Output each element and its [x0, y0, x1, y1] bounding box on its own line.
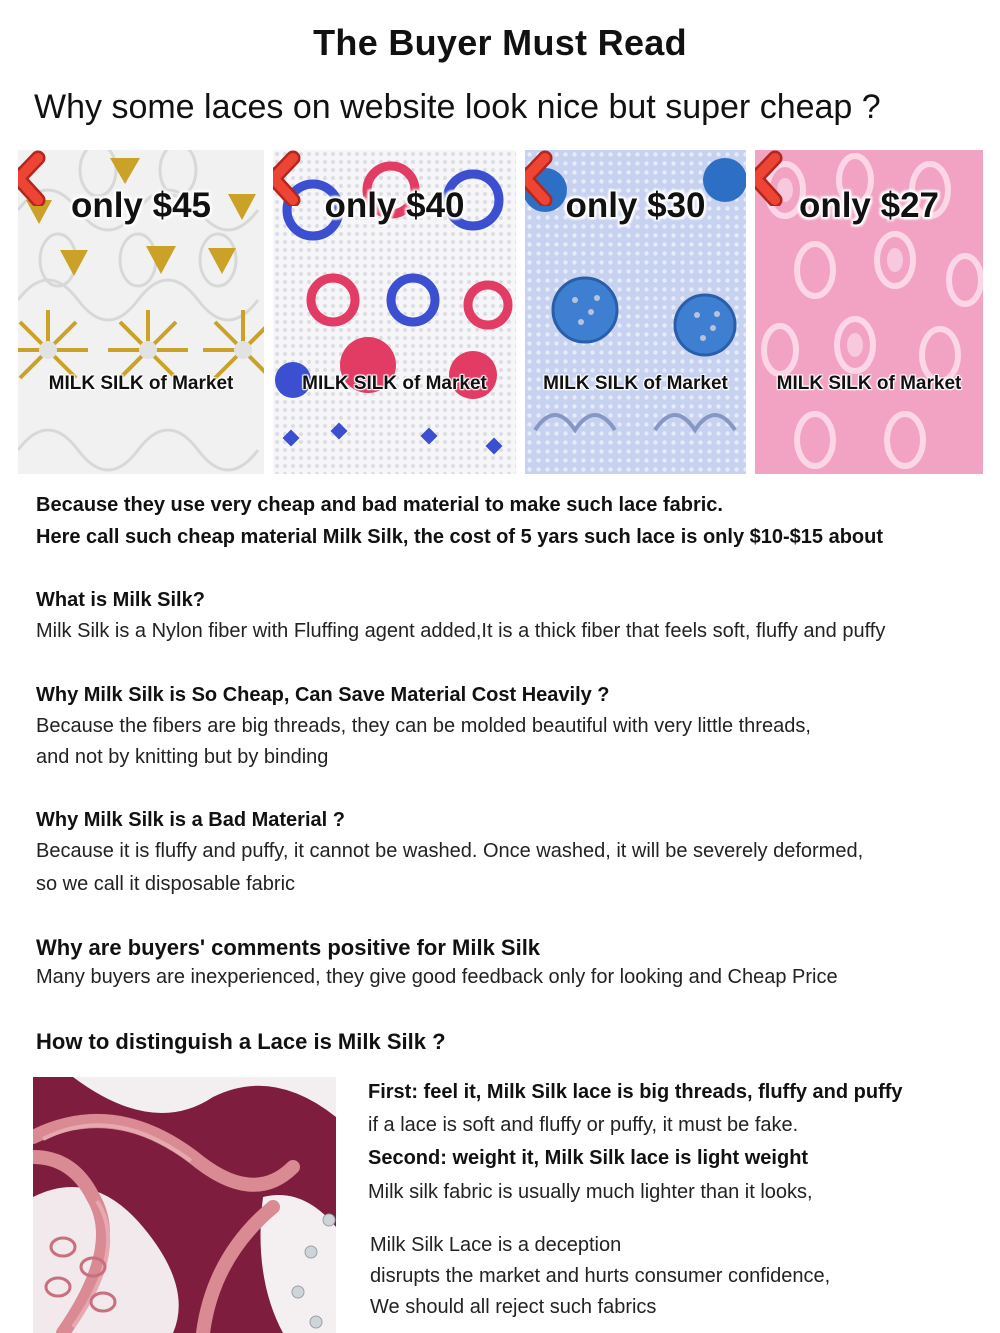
second-step-heading: Second: weight it, Milk Silk lace is light weight: [368, 1147, 809, 1169]
lace-swatch-1: [18, 150, 264, 474]
section-heading-buyer-comments: Why are buyers' comments positive for Milk Silk: [36, 935, 541, 960]
price-label: only $27: [798, 186, 940, 225]
x-mark-icon: [755, 150, 783, 206]
section-heading-bad-material: Why Milk Silk is a Bad Material ?: [36, 809, 345, 831]
milk-silk-label: MILK SILK of Market: [776, 373, 962, 394]
lace-swatch-2: [273, 150, 516, 474]
first-step-text: if a lace is soft and fluffy or puffy, it must be fake.: [368, 1114, 799, 1136]
lace-swatch-4: [755, 150, 983, 474]
x-mark-icon: [18, 150, 46, 206]
milk-silk-label: MILK SILK of Market: [543, 373, 728, 394]
intro-line-2: Here call such cheap material Milk Silk, the cost of 5 yars such lace is only $10-$15 about: [36, 526, 884, 548]
price-label: only $40: [324, 186, 465, 225]
section-text: so we call it disposable fabric: [36, 873, 296, 895]
lace-closeup-image: [33, 1077, 336, 1333]
second-step-text: Milk silk fabric is usually much lighter than it looks,: [368, 1181, 813, 1203]
section-heading-what-is: What is Milk Silk?: [36, 589, 205, 611]
section-heading-why-cheap: Why Milk Silk is So Cheap, Can Save Material Cost Heavily ?: [36, 684, 610, 706]
milk-silk-label: MILK SILK of Market: [48, 373, 234, 394]
section-heading-distinguish: How to distinguish a Lace is Milk Silk ?: [36, 1029, 446, 1054]
page-title: The Buyer Must Read: [313, 22, 687, 63]
price-label: only $45: [70, 186, 212, 225]
section-text: Many buyers are inexperienced, they give good feedback only for looking and Cheap Price: [36, 966, 838, 988]
page-subtitle: Why some laces on website look nice but super cheap ?: [34, 88, 881, 126]
lace-swatch-3: [525, 150, 746, 474]
x-mark-icon: [273, 150, 301, 206]
x-mark-icon: [525, 150, 553, 206]
section-text: Milk Silk is a Nylon fiber with Fluffing agent added,It is a thick fiber that feels soft, fluffy and puffy: [36, 620, 886, 642]
price-label: only $30: [565, 186, 706, 225]
closing-line-2: disrupts the market and hurts consumer confidence,: [370, 1265, 831, 1287]
milk-silk-label: MILK SILK of Market: [302, 373, 487, 394]
section-text: and not by knitting but by binding: [36, 746, 329, 768]
closing-line-3: We should all reject such fabrics: [370, 1296, 657, 1318]
intro-line-1: Because they use very cheap and bad material to make such lace fabric.: [36, 494, 723, 516]
closing-line-1: Milk Silk Lace is a deception: [370, 1234, 622, 1256]
section-text: Because it is fluffy and puffy, it cannot be washed. Once washed, it will be severely deformed,: [36, 840, 864, 862]
first-step-heading: First: feel it, Milk Silk lace is big threads, fluffy and puffy: [368, 1081, 903, 1103]
section-text: Because the fibers are big threads, they can be molded beautiful with very little threads,: [36, 715, 811, 737]
